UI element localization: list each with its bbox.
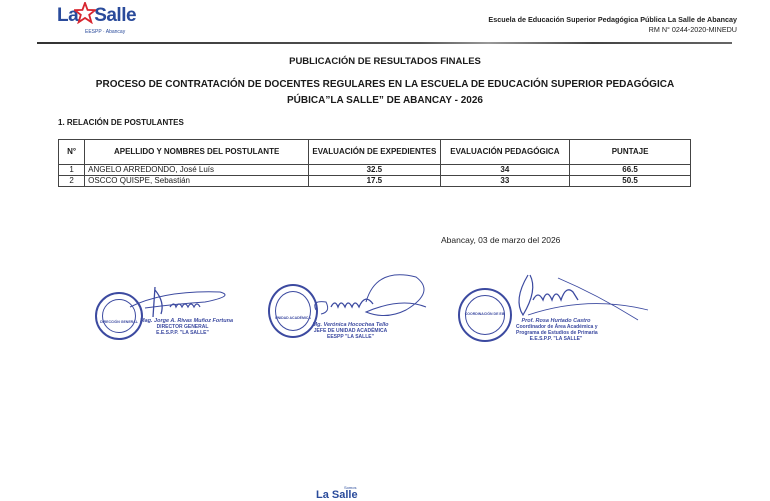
cell-name: ANGELO ARREDONDO, José Luís (85, 165, 309, 176)
signature-director (95, 282, 245, 352)
header-number: N° (59, 140, 85, 165)
cell-puntaje: 66.5 (570, 165, 691, 176)
institution-header (488, 15, 737, 35)
subtitle-line-1: PROCESO DE CONTRATACIÓN DE DOCENTES REGULARES EN LA ESCUELA DE EDUCACIÓN SUPERIOR PEDAGÓGICA (95, 79, 675, 90)
signatory-org: EESPP "LA SALLE" (327, 334, 374, 340)
signatory-role-2: Programa de Estudios de Primaria (516, 330, 598, 336)
table-row (59, 176, 691, 187)
logo-subtitle: EESPP · Abancay (85, 29, 126, 35)
handwritten-signature (498, 270, 658, 325)
subtitle-line-2: PÚBICA”LA SALLE” DE ABANCAY - 2026 (287, 95, 483, 106)
signatory-name: Mag. Jorge A. Rivas Muñoz Fortuna (140, 318, 233, 324)
handwritten-signature (306, 272, 436, 322)
cell-expedientes: 17.5 (309, 176, 441, 187)
signatory-name: Mg. Verónica Hocochea Tello (312, 322, 389, 328)
header-name: APELLIDO Y NOMBRES DEL POSTULANTE (85, 140, 309, 165)
document-subtitle (60, 77, 710, 109)
signature-coordinator (458, 270, 658, 350)
results-table (58, 139, 691, 187)
signature-academic-head (268, 272, 433, 352)
logo-brand-left: La (57, 5, 79, 26)
seal-label: COORDINACIÓN DE EIB (464, 312, 506, 316)
cell-number: 2 (59, 176, 85, 187)
table-header-row (59, 140, 691, 165)
document-title: PUBLICACIÓN DE RESULTADOS FINALES (289, 56, 481, 67)
cell-name: OSCCO QUISPE, Sebastián (85, 176, 309, 187)
handwritten-signature (125, 282, 245, 322)
footer-brand: La Salle (316, 489, 358, 501)
section-heading: 1. RELACIÓN DE POSTULANTES (58, 118, 184, 127)
signatory-role: Coordinador de Área Académica y (516, 324, 598, 330)
seal-label: UNIDAD ACADÉMICA (275, 316, 311, 320)
footer-somos: Somos (344, 485, 357, 490)
header-expedientes: EVALUACIÓN DE EXPEDIENTES (309, 140, 441, 165)
header-divider (37, 42, 732, 44)
star-icon (74, 2, 96, 24)
cell-number: 1 (59, 165, 85, 176)
cell-pedagogica: 34 (440, 165, 570, 176)
header-puntaje: PUNTAJE (570, 140, 691, 165)
signatory-role: DIRECTOR GENERAL (156, 324, 209, 330)
institution-logo (57, 2, 147, 40)
date-line: Abancay, 03 de marzo del 2026 (441, 235, 561, 245)
cell-puntaje: 50.5 (570, 176, 691, 187)
resolution-number: RM N° 0244-2020-MINEDU (648, 25, 737, 34)
table-row (59, 165, 691, 176)
cell-pedagogica: 33 (440, 176, 570, 187)
footer-logo (316, 485, 376, 500)
logo-brand-right: Salle (94, 5, 137, 26)
signatory-role: JEFE DE UNIDAD ACADÉMICA (313, 328, 388, 334)
header-pedagogica: EVALUACIÓN PEDAGÓGICA (440, 140, 570, 165)
signatory-name: Prof. Rosa Hurtado Castro (521, 318, 591, 324)
signatory-org: E.E.S.P.P. "LA SALLE" (156, 330, 209, 336)
signatory-org: E.E.S.P.P. "LA SALLE" (529, 336, 583, 342)
institution-name: Escuela de Educación Superior Pedagógica Pública La Salle de Abancay (488, 15, 737, 24)
cell-expedientes: 32.5 (309, 165, 441, 176)
seal-label: DIRECCIÓN GENERAL (100, 320, 138, 324)
